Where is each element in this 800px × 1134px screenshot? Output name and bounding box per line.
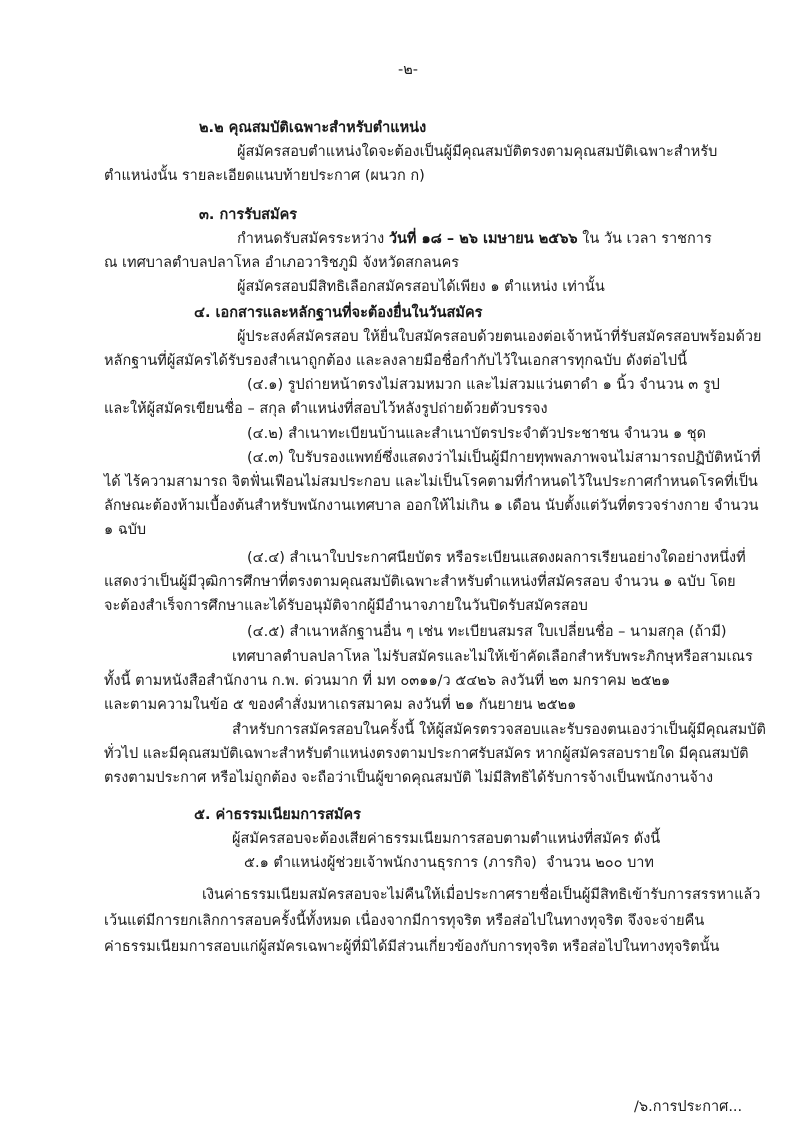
item-4-2-line-1: (๔.๒) สำเนาทะเบียนบ้านและสำเนาบัตรประจำตัวประชาชน จำนวน ๑ ชุด xyxy=(247,426,707,442)
section-3-line-2: ณ เทศบาลตำบลปลาโหล อำเภอวาริชภูมิ จังหวัดสกลนคร xyxy=(104,255,460,271)
section-3-line-3: ผู้สมัครสอบมีสิทธิเลือกสมัครสอบได้เพียง ๑ ตำแหน่ง เท่านั้น xyxy=(237,279,605,295)
monk-clause-line-3: และตามความในข้อ ๕ ของคำสั่งมหาเถรสมาคม ลงวันที่ ๒๑ กันยายน ๒๕๒๑ xyxy=(104,697,577,713)
refund-line-1: เงินค่าธรรมเนียมสมัครสอบจะไม่คืนให้เมื่อประกาศรายชื่อเป็นผู้มีสิทธิเข้ารับการสรรหาแล้ว xyxy=(202,887,761,903)
self-check-line-1: สำหรับการสมัครสอบในครั้งนี้ ให้ผู้สมัครตรวจสอบและรับรองตนเองว่าเป็นผู้มีคุณสมบัติ xyxy=(232,722,766,738)
item-4-1-line-1: (๔.๑) รูปถ่ายหน้าตรงไม่สวมหมวก และไม่สวมแว่นตาดำ ๑ นิ้ว จำนวน ๓ รูป xyxy=(247,377,720,393)
item-4-3-line-3: ลักษณะต้องห้ามเบื้องต้นสำหรับพนักงานเทศบาล ออกให้ไม่เกิน ๑ เดือน นับตั้งแต่วันที่ตรวจร่างกาย จำนวน xyxy=(104,498,759,514)
monk-clause-line-1: เทศบาลตำบลปลาโหล ไม่รับสมัครและไม่ให้เข้าคัดเลือกสำหรับพระภิกษุหรือสามเณร xyxy=(232,649,753,665)
section-2-2-line-2: ตำแหน่งนั้น รายละเอียดแนบท้ายประกาศ (ผนวก ก) xyxy=(104,168,425,184)
section-4-intro-line-2: หลักฐานที่ผู้สมัครได้รับรองสำเนาถูกต้อง และลงลายมือชื่อกำกับไว้ในเอกสารทุกฉบับ ดังต่อไปนี้ xyxy=(104,353,688,369)
item-4-3-line-1: (๔.๓) ใบรับรองแพทย์ซึ่งแสดงว่าไม่เป็นผู้มีกายทุพพลภาพจนไม่สามารถปฏิบัติหน้าที่ xyxy=(247,450,761,466)
section-2-2-line-1: ผู้สมัครสอบตำแหน่งใดจะต้องเป็นผู้มีคุณสมบัติตรงตามคุณสมบัติเฉพาะสำหรับ xyxy=(237,144,718,160)
item-4-5-line-1: (๔.๕) สำเนาหลักฐานอื่น ๆ เช่น ทะเบียนสมรส ใบเปลี่ยนชื่อ – นามสกุล (ถ้ามี) xyxy=(247,624,727,640)
fee-item-amount: จำนวน ๒๐๐ บาท xyxy=(546,855,654,871)
item-4-4-line-1: (๔.๔) สำเนาใบประกาศนียบัตร หรือระเบียนแสดงผลการเรียนอย่างใดอย่างหนึ่งที่ xyxy=(247,550,746,566)
continuation-note: /๖.การประกาศ... xyxy=(634,1099,743,1115)
item-4-3-line-4: ๑ ฉบับ xyxy=(104,522,147,538)
section-4-intro-line-1: ผู้ประสงค์สมัครสอบ ให้ยื่นใบสมัครสอบด้วยตนเองต่อเจ้าหน้าที่รับสมัครสอบพร้อมด้วย xyxy=(237,329,762,345)
section-5-heading: ๕. ค่าธรรมเนียมการสมัคร xyxy=(194,807,361,823)
item-4-3-line-2: ได้ ไร้ความสามารถ จิตฟั่นเฟือนไม่สมประกอบ และไม่เป็นโรคตามที่กำหนดไว้ในประกาศกำหนดโรคที่เป็น xyxy=(104,474,758,490)
self-check-line-3: ตรงตามประกาศ หรือไม่ถูกต้อง จะถือว่าเป็นผู้ขาดคุณสมบัติ ไม่มีสิทธิได้รับการจ้างเป็นพนักงานจ้าง xyxy=(104,770,714,786)
fee-item-label: ๕.๑ ตำแหน่งผู้ช่วยเจ้าพนักงานธุรการ (ภารกิจ) xyxy=(244,855,537,871)
section-3-heading: ๓. การรับสมัคร xyxy=(199,207,298,223)
refund-line-3: ค่าธรรมเนียมการสอบแก่ผู้สมัครเฉพาะผู้ที่มิได้มีส่วนเกี่ยวข้องกับการทุจริต หรือส่อไปในทางทุจริตนั้น xyxy=(104,939,720,955)
application-time-text: ใน วัน เวลา ราชการ xyxy=(582,231,712,247)
self-check-line-2: ทั่วไป และมีคุณสมบัติเฉพาะสำหรับตำแหน่งตรงตามประกาศรับสมัคร หากผู้สมัครสอบรายใด มีคุณสมบัติ xyxy=(104,746,749,762)
application-period-label: กำหนดรับสมัครระหว่าง xyxy=(237,231,385,247)
section-4-heading: ๔. เอกสารและหลักฐานที่จะต้องยื่นในวันสมัคร xyxy=(194,305,483,321)
page-number: -๒- xyxy=(398,62,419,78)
refund-line-2: เว้นแต่มีการยกเลิกการสอบครั้งนี้ทั้งหมด เนื่องจากมีการทุจริต หรือส่อไปในทางทุจริต จึงจะจ่ายคืน xyxy=(104,913,705,929)
monk-clause-line-2: ทั้งนี้ ตามหนังสือสำนักงาน ก.พ. ด่วนมาก ที่ มท ๐๓๑๑/ว ๕๔๒๖ ลงวันที่ ๒๓ มกราคม ๒๕๒๑ xyxy=(104,673,671,689)
item-4-4-line-2: แสดงว่าเป็นผู้มีวุฒิการศึกษาที่ตรงตามคุณสมบัติเฉพาะสำหรับตำแหน่งที่สมัครสอบ จำนวน ๑ ฉบับ โดย xyxy=(104,574,736,590)
section-5-intro: ผู้สมัครสอบจะต้องเสียค่าธรรมเนียมการสอบตามตำแหน่งที่สมัคร ดังนี้ xyxy=(232,831,661,847)
section-2-2-heading: ๒.๒ คุณสมบัติเฉพาะสำหรับตำแหน่ง xyxy=(199,120,427,136)
item-4-1-line-2: และให้ผู้สมัครเขียนชื่อ – สกุล ตำแหน่งที่สอบไว้หลังรูปถ่ายด้วยตัวบรรจง xyxy=(104,401,548,417)
section-3-line-1 xyxy=(237,229,712,249)
application-dates: วันที่ ๑๘ – ๒๖ เมษายน ๒๕๖๖ xyxy=(388,231,578,247)
item-4-4-line-3: จะต้องสำเร็จการศึกษาและได้รับอนุมัติจากผู้มีอำนาจภายในวันปิดรับสมัครสอบ xyxy=(104,598,588,614)
